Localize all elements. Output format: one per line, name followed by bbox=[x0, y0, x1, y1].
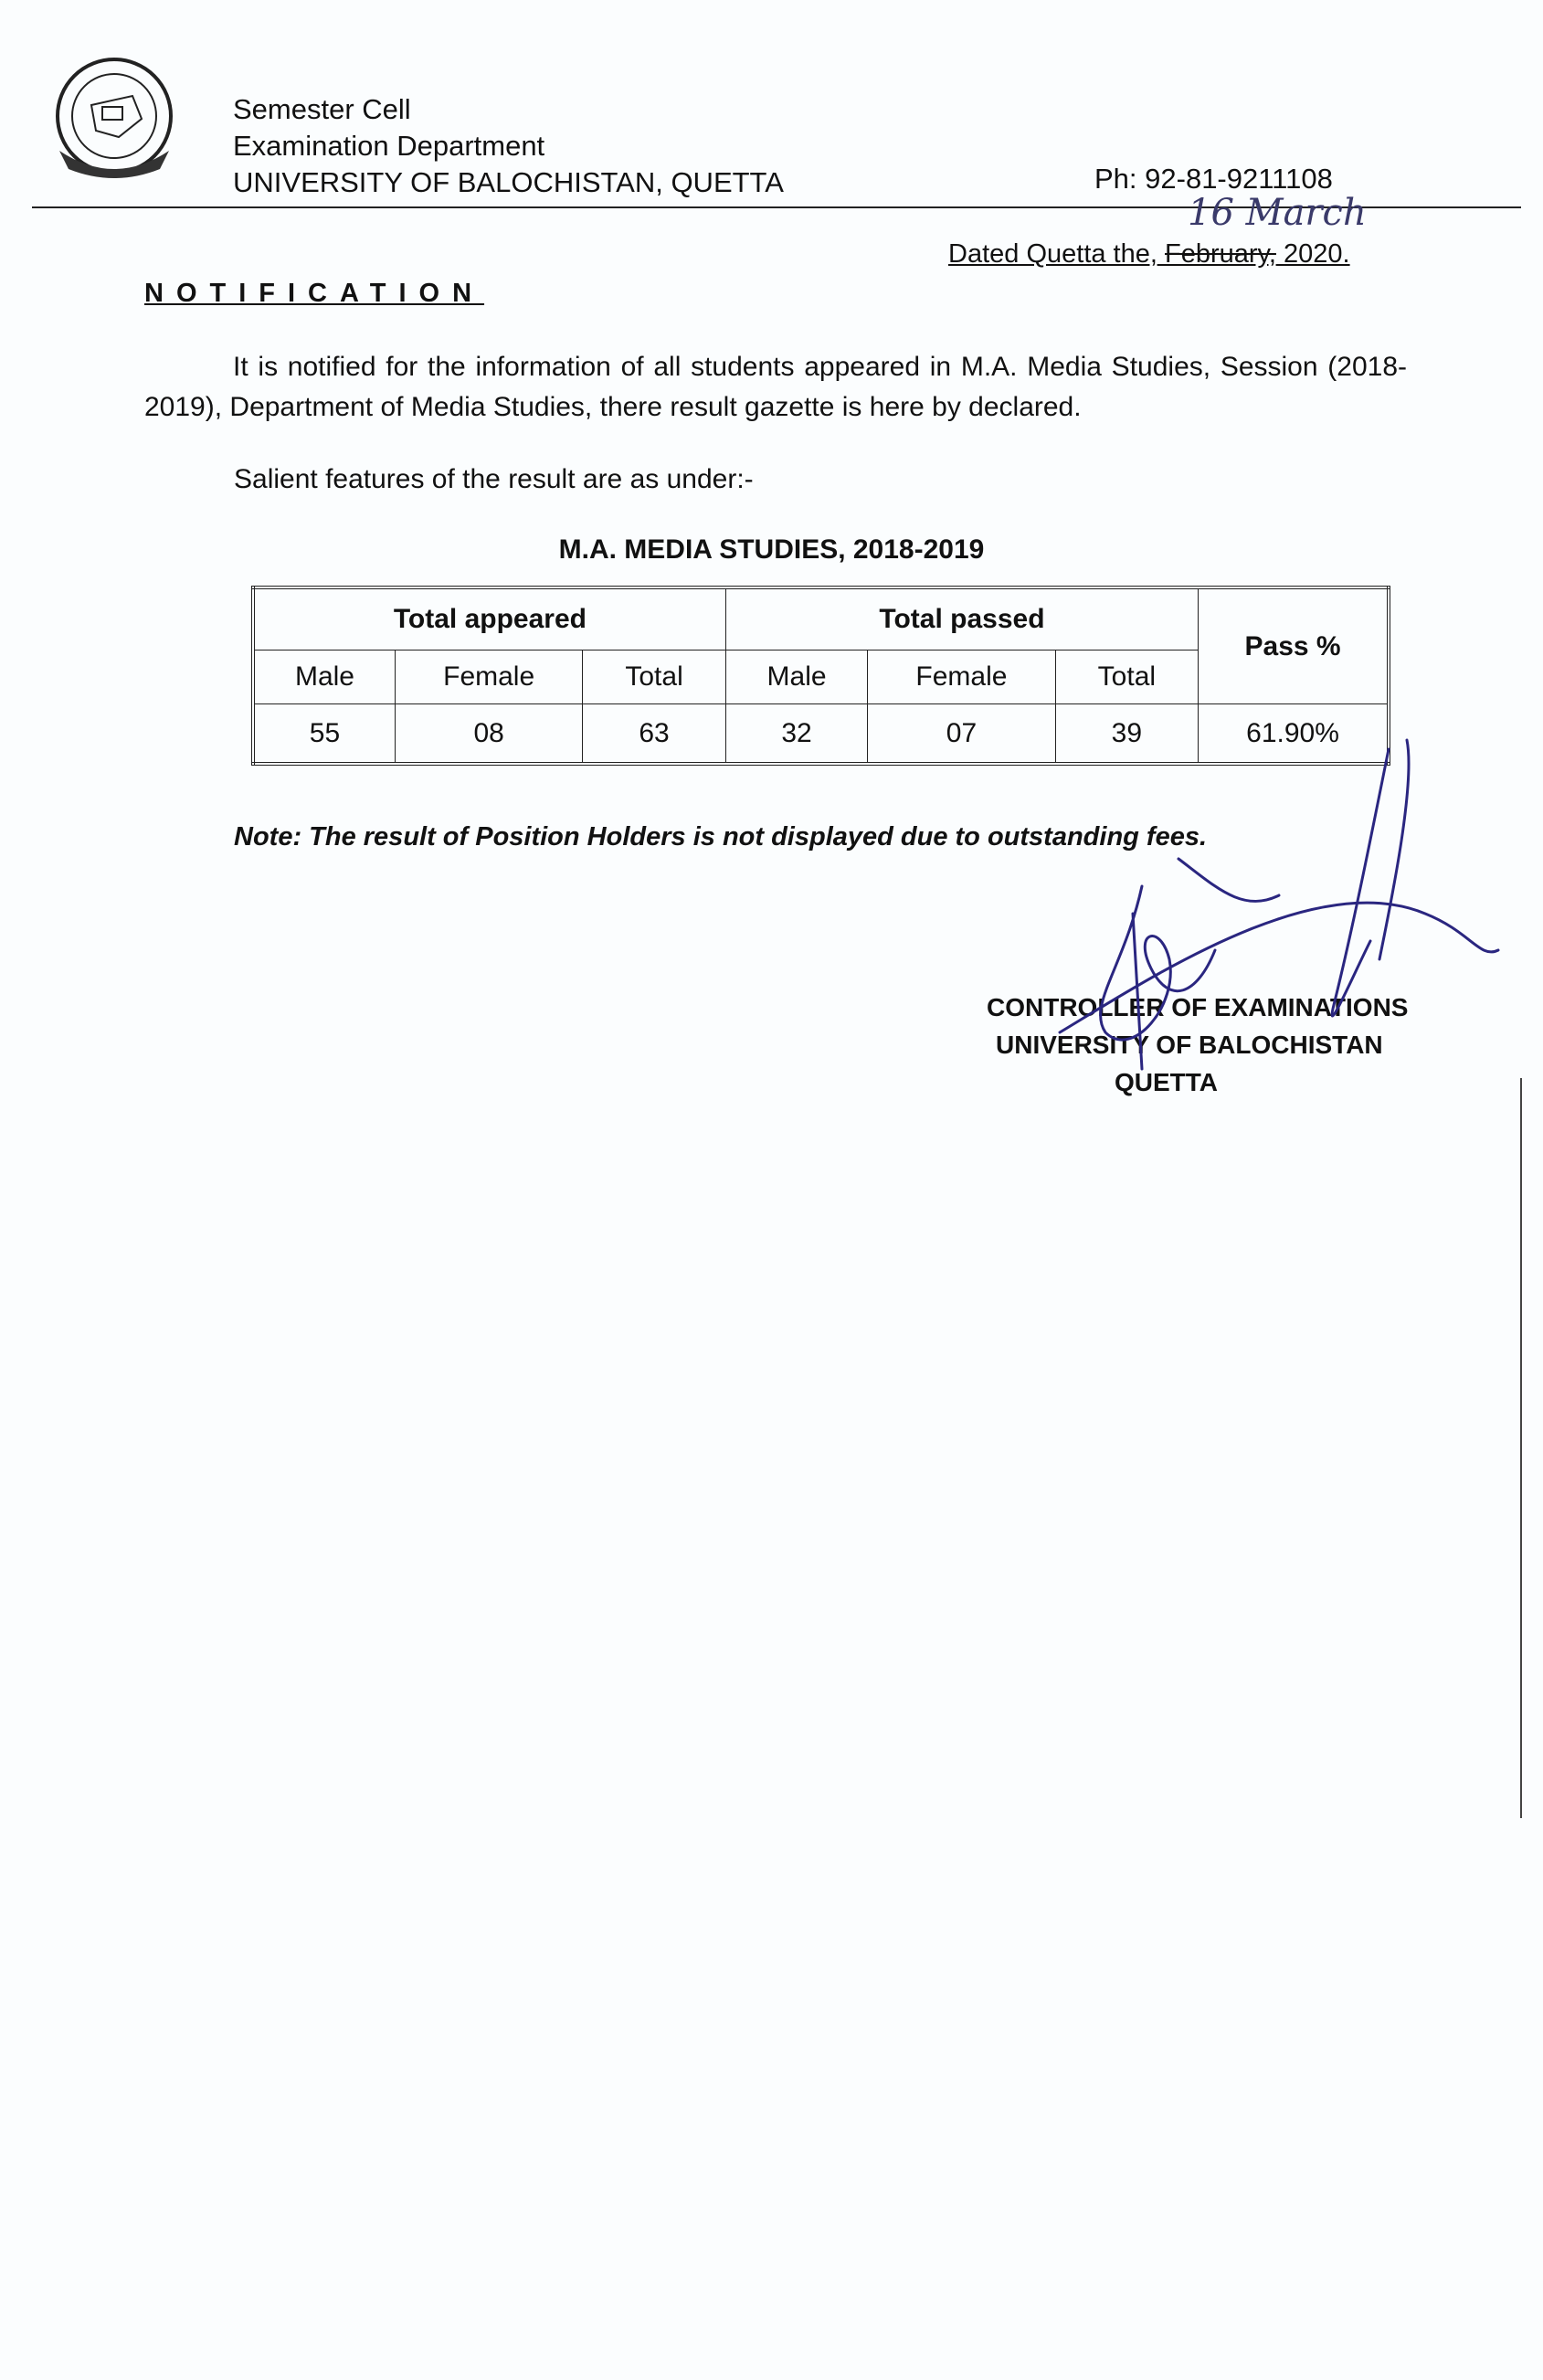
appeared-total-value: 63 bbox=[583, 704, 725, 765]
total-appeared-header: Total appeared bbox=[253, 587, 725, 651]
dated-year: 2020. bbox=[1284, 239, 1350, 269]
scan-edge-line bbox=[1520, 1078, 1522, 1818]
salient-features-line: Salient features of the result are as under:- bbox=[234, 464, 754, 494]
signature-icon bbox=[1005, 731, 1517, 1133]
passed-male-header: Male bbox=[725, 651, 867, 704]
dated-prefix: Dated Quetta the, bbox=[948, 239, 1157, 269]
passed-female-header: Female bbox=[868, 651, 1055, 704]
passed-total-value: 39 bbox=[1055, 704, 1198, 765]
appeared-total-header: Total bbox=[583, 651, 725, 704]
passed-male-value: 32 bbox=[725, 704, 867, 765]
signatory-line-2: UNIVERSITY OF BALOCHISTAN bbox=[996, 1031, 1383, 1059]
header-line-3: UNIVERSITY OF BALOCHISTAN, QUETTA bbox=[233, 166, 784, 198]
notification-paragraph: It is notified for the information of all students appeared in M.A. Media Studies, Session (2018-2019), Department of Media Studies, there result gazette is here by declared. bbox=[144, 352, 1407, 422]
passed-female-value: 07 bbox=[868, 704, 1055, 765]
notification-heading: NOTIFICATION bbox=[144, 279, 485, 308]
pass-percent-header: Pass % bbox=[1199, 587, 1389, 704]
pass-percent-value: 61.90% bbox=[1199, 704, 1389, 765]
table-title: M.A. MEDIA STUDIES, 2018-2019 bbox=[558, 534, 985, 565]
struck-month: February, bbox=[1165, 239, 1276, 269]
university-crest-icon bbox=[46, 50, 183, 187]
appeared-female-value: 08 bbox=[395, 704, 582, 765]
note-text: Note: The result of Position Holders is not displayed due to outstanding fees. bbox=[234, 822, 1208, 852]
office-header bbox=[233, 91, 784, 201]
passed-total-header: Total bbox=[1055, 651, 1198, 704]
appeared-male-value: 55 bbox=[253, 704, 395, 765]
header-line-2: Examination Department bbox=[233, 130, 545, 162]
table-header-row bbox=[253, 587, 1389, 651]
appeared-female-header: Female bbox=[395, 651, 582, 704]
dated-line bbox=[948, 239, 1350, 270]
header-line-1: Semester Cell bbox=[233, 93, 411, 125]
handwritten-date: 16 March bbox=[1188, 192, 1367, 234]
total-passed-header: Total passed bbox=[725, 587, 1198, 651]
signatory-line-1: CONTROLLER OF EXAMINATIONS bbox=[987, 993, 1409, 1021]
signatory-line-3: QUETTA bbox=[1115, 1068, 1219, 1096]
phone-number: Ph: 92-81-9211108 bbox=[1094, 163, 1333, 195]
appeared-male-header: Male bbox=[253, 651, 395, 704]
